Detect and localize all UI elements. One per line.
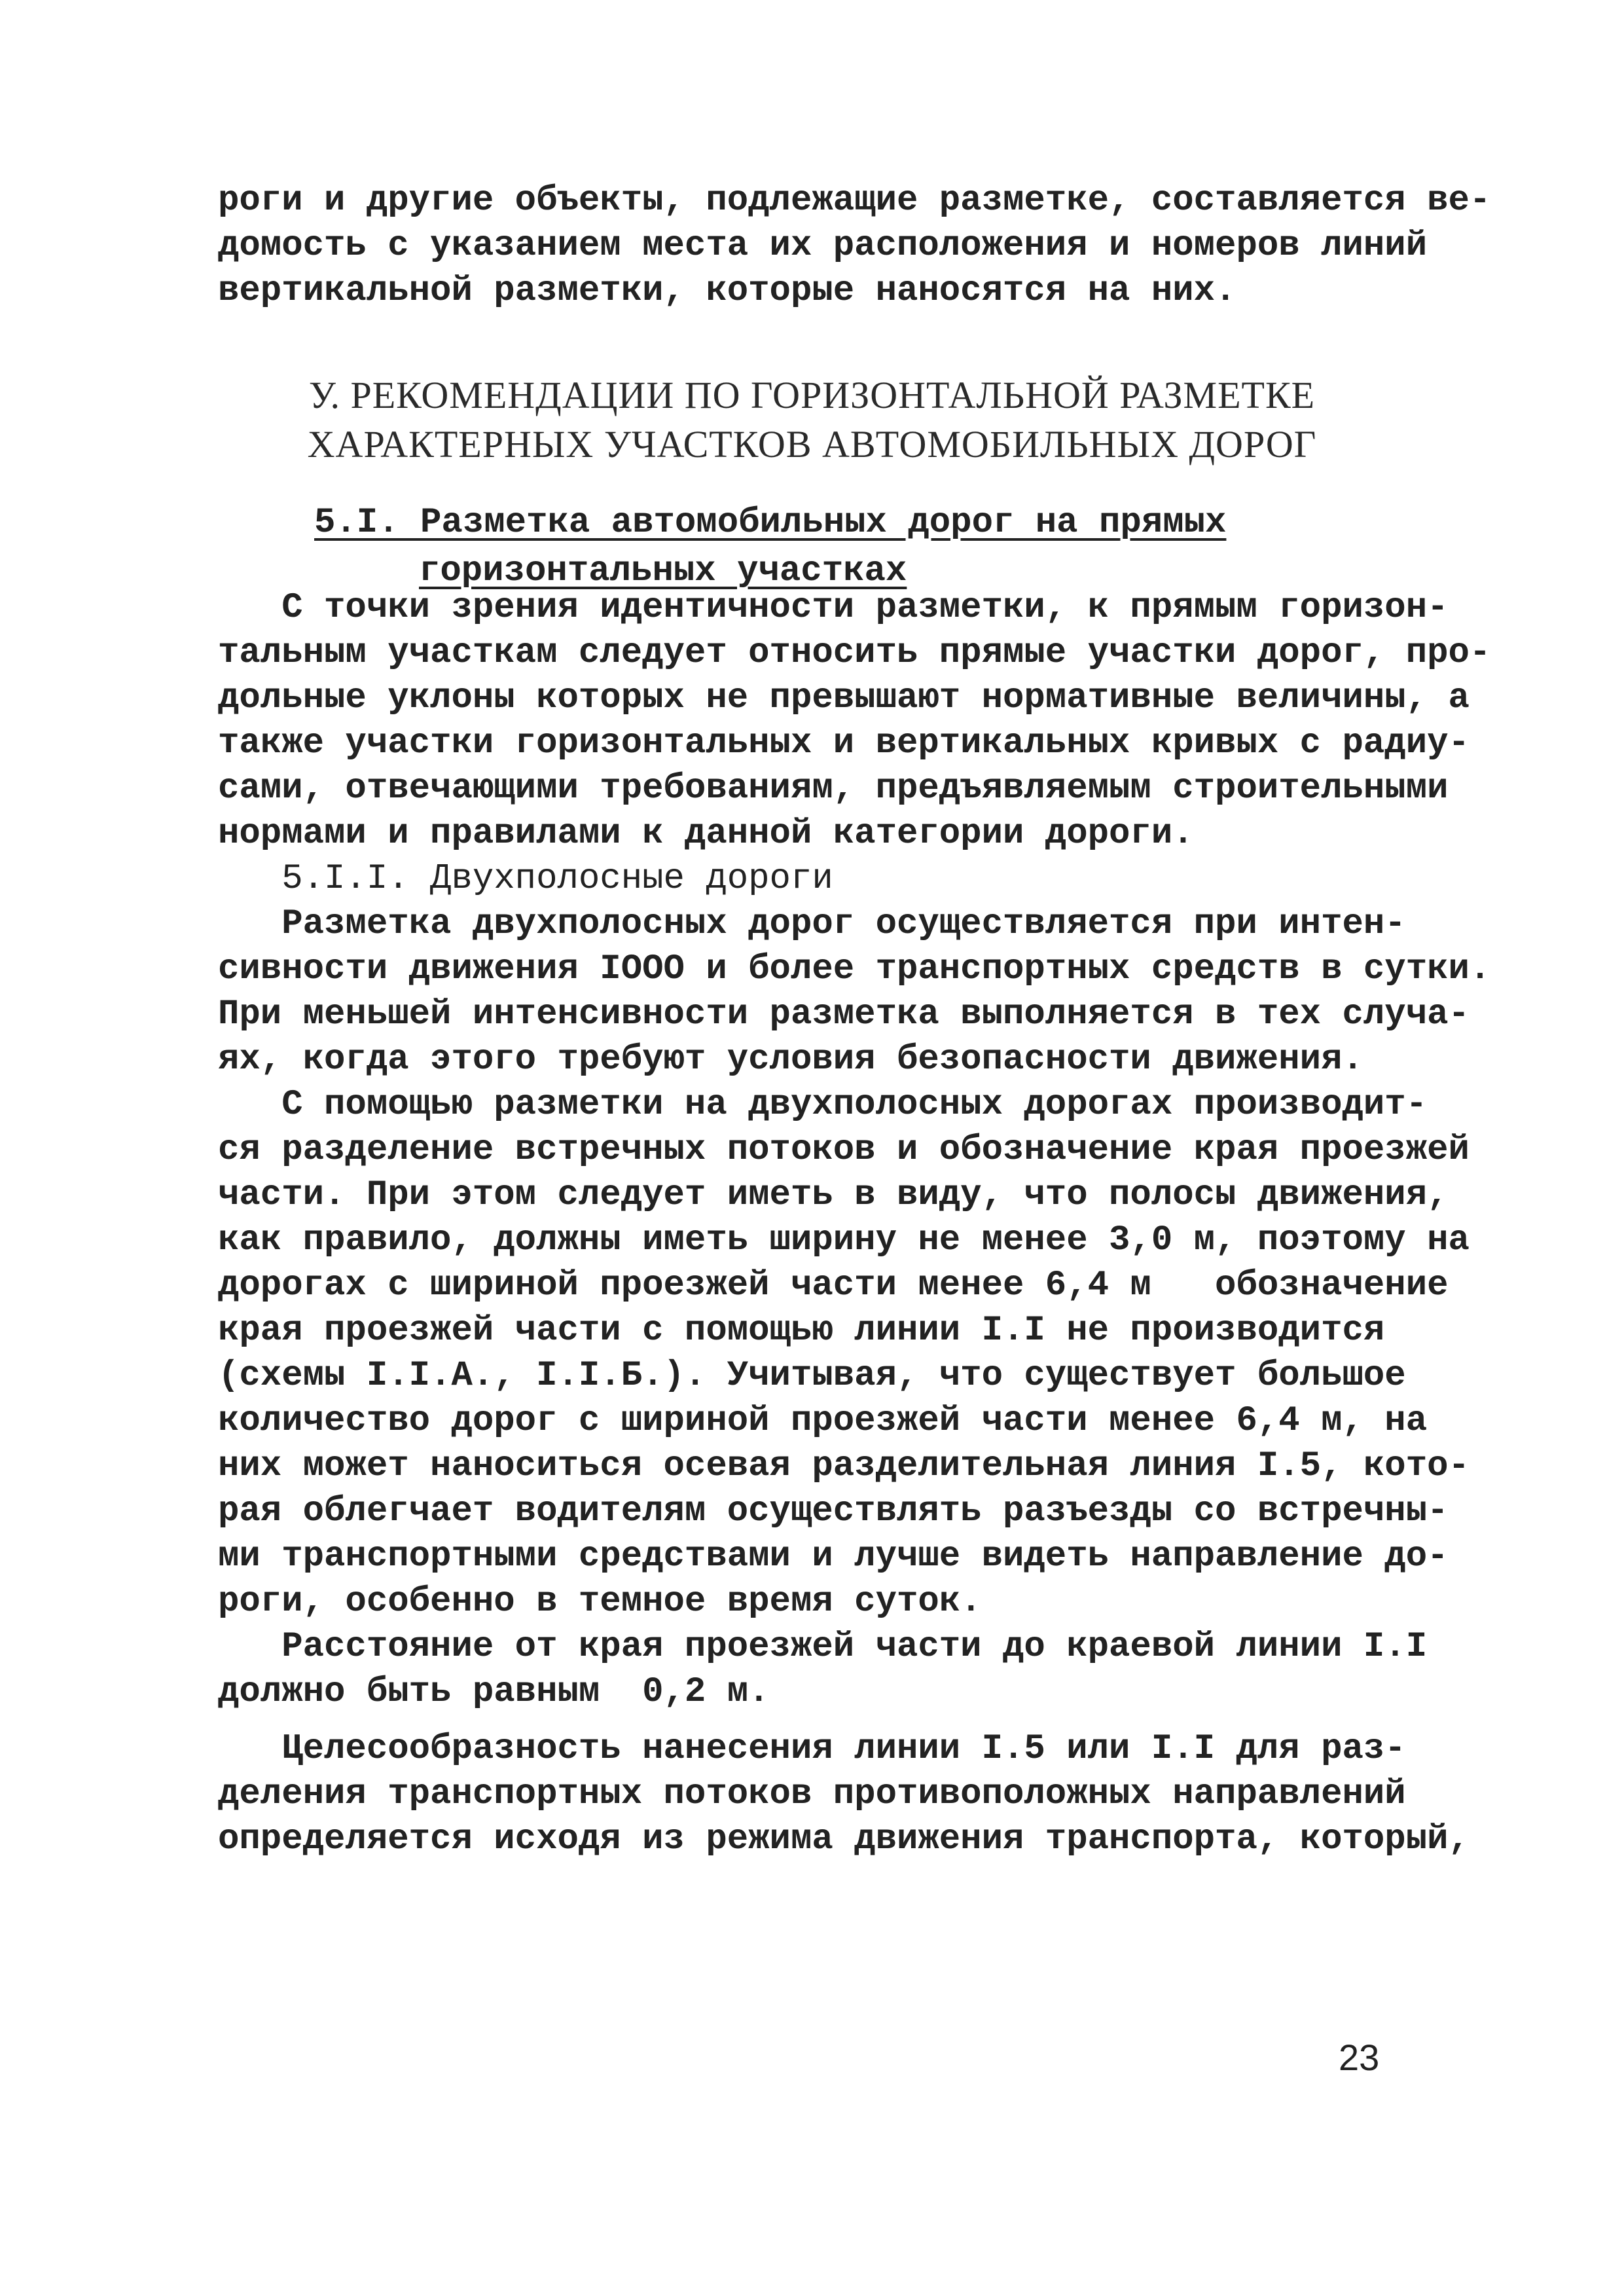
paragraph-3-line: роги, особенно в темное время суток. — [218, 1582, 982, 1622]
paragraph-1-line: тальным участкам следует относить прямые участки дорог, про- — [218, 633, 1491, 673]
paragraph-5-line: определяется исходя из режима движения транспорта, который, — [218, 1819, 1470, 1859]
paragraph-2-line: сивности движения IOOO и более транспортных средств в сутки. — [218, 949, 1491, 989]
paragraph-4-line: должно быть равным 0,2 м. — [218, 1672, 770, 1712]
section-title-line-2: ХАРАКТЕРНЫХ УЧАСТКОВ АВТОМОБИЛЬНЫХ ДОРОГ — [307, 423, 1317, 465]
paragraph-4-line: Расстояние от края проезжей части до краевой линии I.I — [218, 1627, 1428, 1667]
paragraph-3-line: ми транспортными средствами и лучше видеть направление до- — [218, 1537, 1449, 1576]
paragraph-2-line: Разметка двухполосных дорог осуществляется при интен- — [218, 904, 1406, 944]
paragraph-3-line: ся разделение встречных потоков и обозначение края проезжей — [218, 1130, 1470, 1170]
paragraph-2-line: ях, когда этого требуют условия безопасности движения. — [218, 1040, 1363, 1080]
paragraph-1-line: С точки зрения идентичности разметки, к прямым горизон- — [218, 588, 1449, 628]
paragraph-3-line: как правило, должны иметь ширину не менее 3,0 м, поэтому на — [218, 1220, 1470, 1260]
subsection-title-line-2: горизонтальных участках — [419, 551, 907, 591]
paragraph-1-line: также участки горизонтальных и вертикальных кривых с радиу- — [218, 723, 1470, 763]
paragraph-3-line: дорогах с шириной проезжей части менее 6,4 м обозначение — [218, 1266, 1449, 1305]
intro-paragraph-line: роги и другие объекты, подлежащие разметке, составляется ве- — [218, 181, 1491, 221]
subsection-title-line-1: 5.I. Разметка автомобильных дорог на прямых — [314, 503, 1227, 543]
page-number: 23 — [1339, 2037, 1380, 2078]
paragraph-3-line: (схемы I.I.А., I.I.Б.). Учитывая, что существует большое — [218, 1356, 1406, 1396]
intro-paragraph-line: домость с указанием места их расположения и номеров линий — [218, 226, 1428, 266]
paragraph-3-line: С помощью разметки на двухполосных дорогах производит- — [218, 1085, 1428, 1125]
section-title-line-1: У. РЕКОМЕНДАЦИИ ПО ГОРИЗОНТАЛЬНОЙ РАЗМЕТКЕ — [308, 374, 1316, 416]
paragraph-3-line: количество дорог с шириной проезжей части менее 6,4 м, на — [218, 1401, 1428, 1441]
paragraph-3-line: края проезжей части с помощью линии I.I не производится — [218, 1311, 1385, 1351]
subsubsection-title: 5.I.I. Двухполосные дороги — [218, 859, 833, 899]
spacer — [218, 1715, 1462, 1726]
paragraph-1-line: сами, отвечающими требованиям, предъявляемым строительными — [218, 769, 1449, 809]
paragraph-3-line: них может наноситься осевая разделительная линия I.5, кото- — [218, 1446, 1470, 1486]
paragraph-3-line: части. При этом следует иметь в виду, что полосы движения, — [218, 1175, 1449, 1215]
intro-paragraph-line: вертикальной разметки, которые наносятся на них. — [218, 271, 1236, 311]
paragraph-1-line: дольные уклоны которых не превышают нормативные величины, а — [218, 678, 1470, 718]
paragraph-2-line: При меньшей интенсивности разметка выполняется в тех случа- — [218, 994, 1470, 1034]
paragraph-3-line: рая облегчает водителям осуществлять разъезды со встречны- — [218, 1491, 1449, 1531]
paragraph-5-line: Целесообразность нанесения линии I.5 или I.I для раз- — [218, 1729, 1406, 1769]
paragraph-1-line: нормами и правилами к данной категории дороги. — [218, 814, 1194, 854]
paragraph-5-line: деления транспортных потоков противоположных направлений — [218, 1774, 1406, 1814]
